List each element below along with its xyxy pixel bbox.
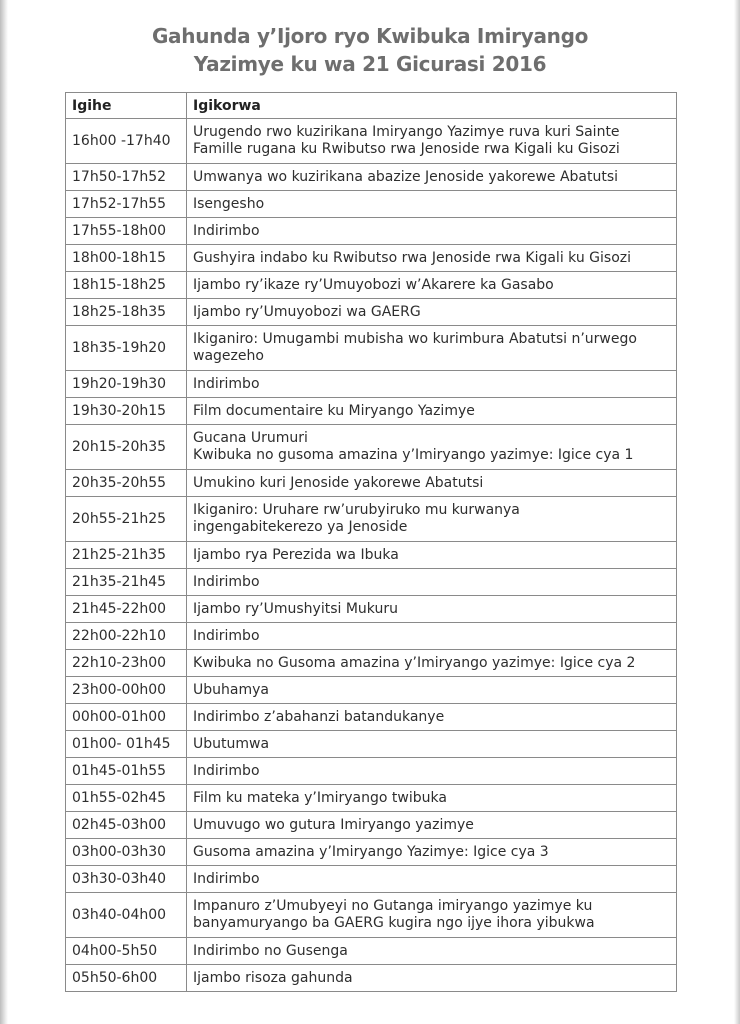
table-row: [66, 623, 677, 650]
time-cell: 02h45-03h00: [66, 812, 187, 839]
time-cell: 18h15-18h25: [66, 272, 187, 299]
activity-cell: [187, 119, 677, 164]
activity-cell: [187, 677, 677, 704]
time-cell: 17h50-17h52: [66, 164, 187, 191]
table-row: [66, 866, 677, 893]
time-cell: 05h50-6h00: [66, 965, 187, 992]
table-row: [66, 425, 677, 470]
activity-line: Ikiganiro: Umugambi mubisha wo kurimbura Abatutsi n’urwego: [193, 331, 637, 347]
table-row: [66, 191, 677, 218]
schedule-table: [65, 92, 677, 992]
activity-cell: [187, 218, 677, 245]
table-row: [66, 812, 677, 839]
activity-line: Film documentaire ku Miryango Yazimye: [193, 402, 475, 419]
table-row: [66, 893, 677, 938]
table-row: [66, 704, 677, 731]
activity-line: Indirimbo: [193, 222, 260, 239]
activity-cell: [187, 326, 677, 371]
table-row: [66, 965, 677, 992]
activity-cell: [187, 785, 677, 812]
table-row: [66, 299, 677, 326]
activity-cell: [187, 272, 677, 299]
time-cell: 19h30-20h15: [66, 398, 187, 425]
table-row: [66, 785, 677, 812]
time-cell: 04h00-5h50: [66, 938, 187, 965]
page-edge-right: [734, 0, 740, 1024]
time-cell: 19h20-19h30: [66, 371, 187, 398]
activity-cell: [187, 497, 677, 542]
activity-line: Ubuhamya: [193, 681, 269, 698]
activity-cell: [187, 569, 677, 596]
header-time: Igihe: [66, 93, 187, 119]
activity-line: Indirimbo: [193, 627, 260, 644]
table-row: [66, 272, 677, 299]
activity-cell: [187, 938, 677, 965]
time-cell: 18h35-19h20: [66, 326, 187, 371]
time-cell: 17h52-17h55: [66, 191, 187, 218]
table-row: [66, 938, 677, 965]
activity-line: wagezeho: [193, 348, 264, 364]
activity-line: Indirimbo: [193, 870, 260, 887]
table-header-row: [66, 93, 677, 119]
title-line-2: Yazimye ku wa 21 Gicurasi 2016: [193, 52, 547, 76]
time-cell: 01h00- 01h45: [66, 731, 187, 758]
time-cell: 01h55-02h45: [66, 785, 187, 812]
table-row: [66, 542, 677, 569]
activity-line: Umuvugo wo gutura Imiryango yazimye: [193, 816, 474, 833]
activity-line: Umwanya wo kuzirikana abazize Jenoside yakorewe Abatutsi: [193, 168, 619, 185]
activity-cell: [187, 866, 677, 893]
activity-line: Urugendo rwo kuzirikana Imiryango Yazimye ruva kuri Sainte: [193, 124, 620, 140]
time-cell: 18h25-18h35: [66, 299, 187, 326]
activity-cell: [187, 371, 677, 398]
activity-line: Ijambo ry’ikaze ry’Umuyobozi w’Akarere ka Gasabo: [193, 276, 554, 293]
activity-line: Ubutumwa: [193, 735, 270, 752]
activity-line: Ijambo rya Perezida wa Ibuka: [193, 546, 399, 563]
activity-line: Umukino kuri Jenoside yakorewe Abatutsi: [193, 474, 484, 491]
activity-cell: [187, 542, 677, 569]
activity-line: Ijambo ry’Umushyitsi Mukuru: [193, 600, 398, 617]
time-cell: 01h45-01h55: [66, 758, 187, 785]
activity-cell: [187, 245, 677, 272]
table-row: [66, 164, 677, 191]
activity-line: Kwibuka no Gusoma amazina y’Imiryango yazimye: Igice cya 2: [193, 654, 636, 671]
table-row: [66, 398, 677, 425]
activity-cell: [187, 812, 677, 839]
activity-line: Gushyira indabo ku Rwibutso rwa Jenoside rwa Kigali ku Gisozi: [193, 249, 631, 266]
table-row: [66, 569, 677, 596]
activity-cell: [187, 425, 677, 470]
header-activity: Igikorwa: [187, 93, 677, 119]
activity-line: Isengesho: [193, 195, 265, 212]
table-row: [66, 497, 677, 542]
activity-cell: [187, 398, 677, 425]
activity-line: Indirimbo: [193, 573, 260, 590]
activity-cell: [187, 191, 677, 218]
table-row: [66, 650, 677, 677]
activity-line: Ijambo risoza gahunda: [193, 969, 353, 986]
table-row: [66, 326, 677, 371]
activity-cell: [187, 299, 677, 326]
activity-cell: [187, 596, 677, 623]
time-cell: 21h45-22h00: [66, 596, 187, 623]
time-cell: 20h55-21h25: [66, 497, 187, 542]
table-row: [66, 371, 677, 398]
table-row: [66, 731, 677, 758]
time-cell: 22h00-22h10: [66, 623, 187, 650]
activity-line: banyamuryango ba GAERG kugira ngo ijye ihora yibukwa: [193, 915, 595, 931]
document-title: [0, 22, 740, 78]
activity-cell: [187, 839, 677, 866]
activity-line: Indirimbo z’abahanzi batandukanye: [193, 708, 445, 725]
time-cell: 17h55-18h00: [66, 218, 187, 245]
activity-line: Gusoma amazina y’Imiryango Yazimye: Igice cya 3: [193, 843, 549, 860]
page-edge-left: [0, 0, 8, 1024]
table-row: [66, 677, 677, 704]
title-line-1: Gahunda y’Ijoro ryo Kwibuka Imiryango: [151, 24, 589, 48]
activity-line: Ijambo ry’Umuyobozi wa GAERG: [193, 303, 421, 320]
time-cell: 21h25-21h35: [66, 542, 187, 569]
activity-line: Indirimbo no Gusenga: [193, 942, 348, 959]
activity-line: Impanuro z’Umubyeyi no Gutanga imiryango yazimye ku: [193, 898, 593, 914]
activity-cell: [187, 893, 677, 938]
activity-cell: [187, 731, 677, 758]
activity-line: Ikiganiro: Uruhare rw’urubyiruko mu kurwanya: [193, 502, 520, 518]
activity-cell: [187, 623, 677, 650]
table-row: [66, 839, 677, 866]
time-cell: 23h00-00h00: [66, 677, 187, 704]
time-cell: 03h30-03h40: [66, 866, 187, 893]
table-row: [66, 470, 677, 497]
activity-line: Indirimbo: [193, 762, 260, 779]
time-cell: 22h10-23h00: [66, 650, 187, 677]
activity-cell: [187, 758, 677, 785]
table-row: [66, 218, 677, 245]
activity-line: Film ku mateka y’Imiryango twibuka: [193, 789, 447, 806]
activity-cell: [187, 965, 677, 992]
activity-cell: [187, 164, 677, 191]
table-row: [66, 245, 677, 272]
activity-cell: [187, 470, 677, 497]
activity-line: Famille rugana ku Rwibutso rwa Jenoside rwa Kigali ku Gisozi: [193, 141, 620, 157]
activity-line: Indirimbo: [193, 375, 260, 392]
time-cell: 00h00-01h00: [66, 704, 187, 731]
activity-cell: [187, 704, 677, 731]
table-row: [66, 119, 677, 164]
time-cell: 18h00-18h15: [66, 245, 187, 272]
time-cell: 03h00-03h30: [66, 839, 187, 866]
activity-line: Kwibuka no gusoma amazina y’Imiryango yazimye: Igice cya 1: [193, 447, 634, 463]
activity-cell: [187, 650, 677, 677]
time-cell: 16h00 -17h40: [66, 119, 187, 164]
schedule-body: [66, 119, 677, 992]
time-cell: 21h35-21h45: [66, 569, 187, 596]
activity-line: Gucana Urumuri: [193, 430, 308, 446]
time-cell: 20h35-20h55: [66, 470, 187, 497]
time-cell: 03h40-04h00: [66, 893, 187, 938]
time-cell: 20h15-20h35: [66, 425, 187, 470]
table-row: [66, 596, 677, 623]
activity-line: ingengabitekerezo ya Jenoside: [193, 519, 408, 535]
table-row: [66, 758, 677, 785]
